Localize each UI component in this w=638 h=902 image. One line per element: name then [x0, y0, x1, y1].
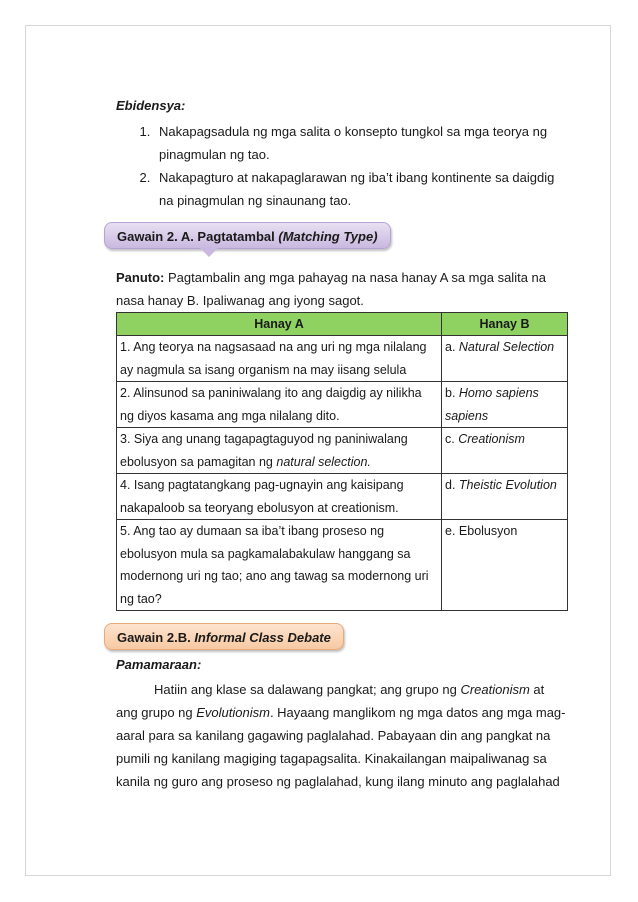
procedure-heading: Pamamaraan: — [116, 657, 202, 672]
cell-a: 2. Alinsunod sa paniniwalang ito ang daigdig ay nilikha ng diyos kasama ang mga nilalang dito. — [117, 382, 442, 428]
instructions-label: Panuto: — [116, 270, 165, 285]
table-row — [117, 382, 568, 428]
matching-table — [116, 312, 568, 611]
badge-pointer — [200, 248, 218, 257]
activity-2b-title-italic: Informal Class Debate — [194, 630, 331, 645]
table-row — [117, 520, 568, 611]
activity-2a-title: Gawain 2. A. Pagtatambal — [117, 229, 279, 244]
evidence-item: 2. Nakapagturo at nakapaglarawan ng iba’t ibang kontinente sa daigdig na pinagmulan ng sinaunang tao. — [154, 166, 568, 212]
procedure-paragraph: Hatiin ang klase sa dalawang pangkat; ang grupo ng Creationism at ang grupo ng Evolutionism. Hayaang manglikom ng mga datos ang mga mag-aaral para sa kanilang gagawing paglalahad. Pabayaan din ang pangkat na pumili ng kanilang magiging tagapagsalita. Kinakailangan maipaliwanag sa kanila ng guro ang proseso ng paglalahad, kung ilang minuto ang paglalahad — [116, 682, 566, 789]
cell-b: b. Homo sapiens sapiens — [442, 382, 568, 428]
table-header-row — [117, 313, 568, 336]
activity-2b-title: Gawain 2.B. — [117, 630, 195, 645]
cell-b: e. Ebolusyon — [442, 520, 568, 611]
cell-a: 1. Ang teorya na nagsasaad na ang uri ng mga nilalang ay nagmula sa isang organism na may iisang selula — [117, 336, 442, 382]
header-hanay-a: Hanay A — [117, 313, 442, 336]
table-row — [117, 336, 568, 382]
table-row — [117, 428, 568, 474]
page-content — [116, 96, 568, 793]
cell-b: a. Natural Selection — [442, 336, 568, 382]
activity-2a-badge — [104, 222, 391, 249]
evidence-item: 1. Nakapagsadula ng mga salita o konsepto tungkol sa mga teorya ng pinagmulan ng tao. — [154, 120, 568, 166]
table-row — [117, 474, 568, 520]
cell-a: 5. Ang tao ay dumaan sa iba’t ibang proseso ng ebolusyon mula sa pagkamalabakulaw hanggang sa modernong uri ng tao; ano ang tawag sa modernong uri ng tao? — [117, 520, 442, 611]
evidence-list — [116, 120, 568, 212]
cell-b: c. Creationism — [442, 428, 568, 474]
cell-a: 4. Isang pagtatangkang pag-ugnayin ang kaisipang nakapaloob sa teoryang ebolusyon at creationism. — [117, 474, 442, 520]
instructions-text: Pagtambalin ang mga pahayag na nasa hanay A sa mga salita na nasa hanay B. Ipaliwanag ang iyong sagot. — [116, 270, 546, 308]
cell-b: d. Theistic Evolution — [442, 474, 568, 520]
instructions — [116, 266, 568, 312]
evidence-heading: Ebidensya: — [116, 98, 186, 113]
activity-2a-title-italic: (Matching Type) — [278, 229, 378, 244]
activity-2b-badge — [104, 623, 344, 650]
cell-a: 3. Siya ang unang tagapagtaguyod ng paniniwalang ebolusyon sa pamagitan ng natural selection. — [117, 428, 442, 474]
header-hanay-b: Hanay B — [442, 313, 568, 336]
